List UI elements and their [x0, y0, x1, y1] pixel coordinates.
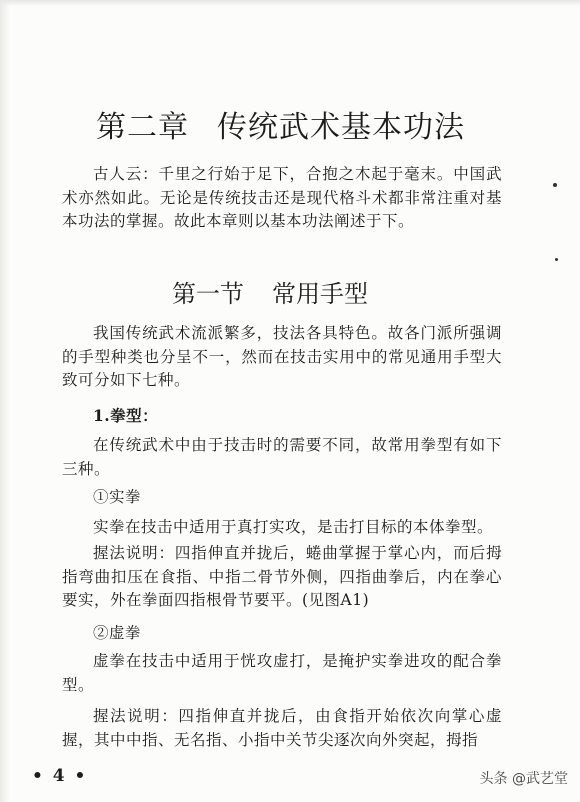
page-number: • 4 • — [32, 766, 88, 786]
scan-speck — [555, 258, 558, 261]
chapter-title — [96, 102, 465, 146]
subheading-empty-fist: ②虚拳 — [93, 624, 142, 642]
subheading-fist-forms: 1.拳型： — [93, 406, 159, 425]
body-paragraph-empty-fist-grip: 握法说明：四指伸直并拢后，由食指开始依次向掌心虚握，其中中指、无名指、小指中关节尖逐次向外突起，拇指 — [62, 707, 502, 749]
body-paragraph-fist-intro: 在传统武术中由于技击时的需要不同，故常用拳型有如下三种。 — [62, 436, 502, 478]
chapter-heading: 传统武术基本功法 — [217, 110, 465, 145]
watermark: 头条 @武艺堂 — [479, 771, 568, 787]
scan-speck — [553, 183, 557, 187]
subheading-solid-fist: ①实拳 — [93, 488, 142, 506]
body-paragraph-empty-fist: 虚拳在技击中适用于恍攻虚打，是掩护实拳进攻的配合拳型。 — [62, 652, 502, 694]
section-number: 第一节 — [172, 280, 244, 308]
body-paragraph-solid-fist-grip: 握法说明：四指伸直并拢后，蜷曲掌握于掌心内，而后拇指弯曲扣压在食指、中指二骨节外侧，四指曲拳后，内在拳心要实，外在拳面四指根骨节要平。(见图A1) — [62, 544, 502, 609]
scan-shadow-top — [0, 0, 580, 6]
body-paragraph-solid-fist: 实拳在技击中适用于真打实攻，是击打目标的本体拳型。 — [93, 518, 494, 536]
scan-shadow-left — [0, 0, 10, 802]
chapter-number: 第二章 — [96, 110, 189, 145]
intro-paragraph: 古人云：千里之行始于足下，合抱之木起于毫末。中国武术亦然如此。无论是传统技击还是现代格斗术都非常注重对基本功法的掌握。故此本章则以基本功法阐述于下。 — [62, 165, 502, 230]
section-title — [172, 274, 368, 309]
section-heading: 常用手型 — [272, 280, 368, 308]
body-paragraph-hand-forms: 我国传统武术流派繁多，技法各具特色。故各门派所强调的手型种类也分呈不一，然而在技击实用中的常见通用手型大致可分如下七种。 — [62, 324, 502, 389]
